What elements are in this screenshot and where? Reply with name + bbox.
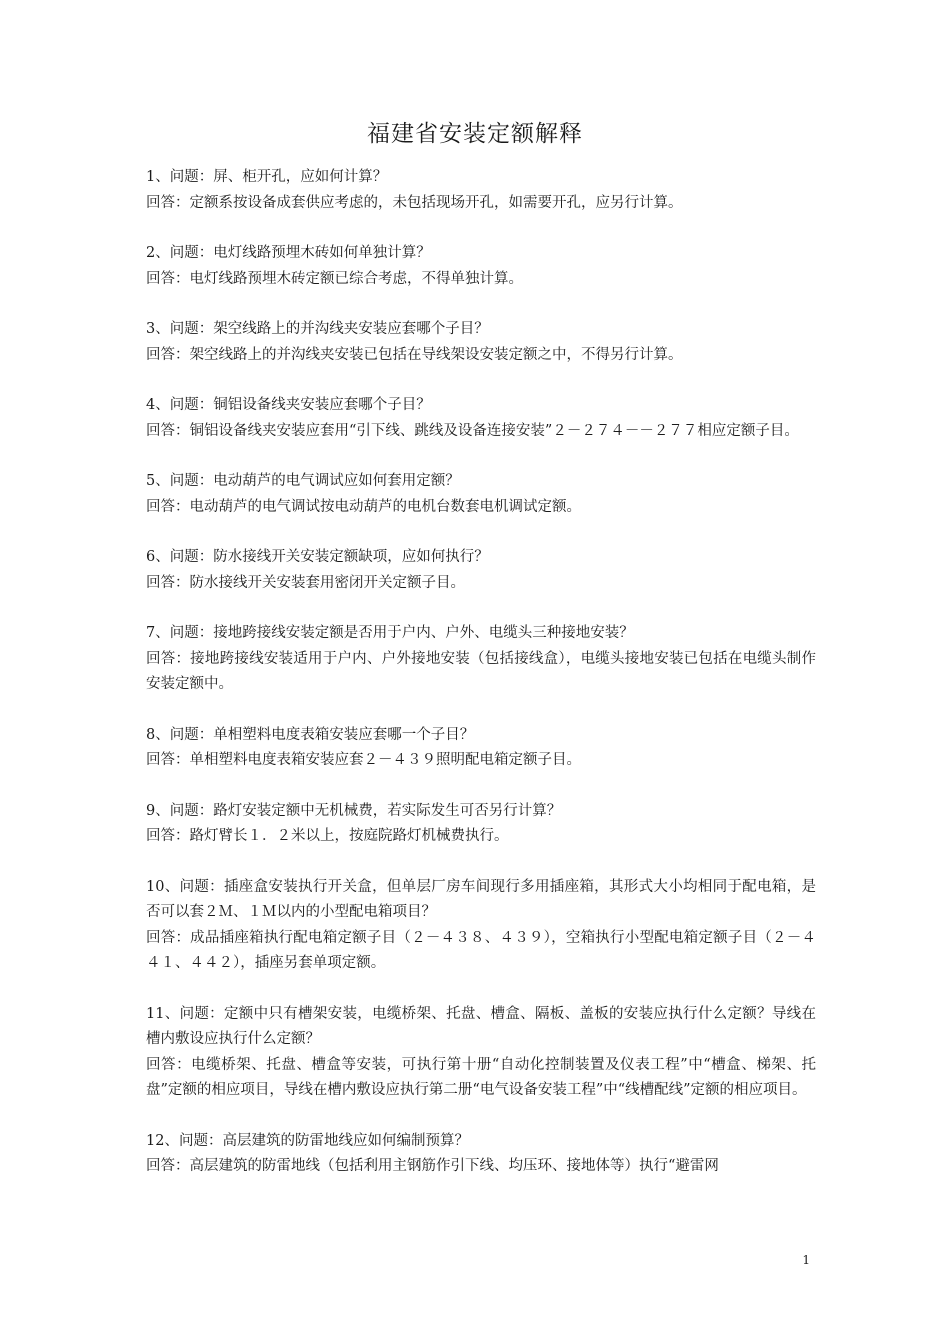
document-title: 福建省安装定额解释: [367, 121, 583, 147]
qa-item: [146, 393, 816, 444]
answer-text: 回答：路灯臂长１．２米以上，按庭院路灯机械费执行。: [146, 828, 509, 844]
qa-item: [146, 317, 816, 368]
qa-item: [146, 545, 816, 596]
answer-text: 回答：高层建筑的防雷地线（包括利用主钢筋作引下线、均压环、接地体等）执行“避雷网: [146, 1158, 719, 1174]
qa-item: [146, 723, 816, 774]
question-text: 10、问题：插座盒安装执行开关盒，但单层厂房车间现行多用插座箱，其形式大小均相同于配电箱，是否可以套２Ｍ、１Ｍ以内的小型配电箱项目？: [146, 878, 816, 920]
answer-text: 回答：架空线路上的并沟线夹安装已包括在导线架设安装定额之中，不得另行计算。: [146, 346, 683, 363]
page-number: 1: [802, 1253, 810, 1267]
answer-text: 回答：防水接线开关安装套用密闭开关定额子目。: [146, 574, 465, 591]
qa-item: [146, 799, 816, 850]
answer-text: 回答：电缆桥架、托盘、槽盒等安装，可执行第十册“自动化控制装置及仪表工程”中“槽盒、梯架、托盘”定额的相应项目，导线在槽内敷设应执行第二册“电气设备安装工程”中“线槽配线”定额的相应项目。: [146, 1056, 816, 1098]
question-text: 3、问题：架空线路上的并沟线夹安装应套哪个子目？: [146, 321, 489, 337]
question-text: 1、问题：屏、柜开孔，应如何计算？: [146, 169, 388, 185]
question-text: 2、问题：电灯线路预埋木砖如何单独计算？: [146, 245, 431, 261]
question-text: 7、问题：接地跨接线安装定额是否用于户内、户外、电缆头三种接地安装？: [146, 625, 634, 641]
qa-item: [146, 241, 816, 292]
qa-item: [146, 875, 816, 977]
answer-text: 回答：电动葫芦的电气调试按电动葫芦的电机台数套电机调试定额。: [146, 498, 581, 515]
question-text: 8、问题：单相塑料电度表箱安装应套哪一个子目？: [146, 726, 475, 743]
question-text: 9、问题：路灯安装定额中无机械费，若实际发生可否另行计算？: [146, 802, 562, 819]
qa-list: [146, 165, 816, 1205]
qa-item: [146, 469, 816, 520]
qa-item: [146, 621, 816, 698]
question-text: 4、问题：铜铝设备线夹安装应套哪个子目？: [146, 397, 431, 413]
answer-text: 回答：接地跨接线安装适用于户内、户外接地安装（包括接线盒），电缆头接地安装已包括在电缆头制作安装定额中。: [146, 650, 816, 692]
answer-text: 回答：单相塑料电度表箱安装应套２－４３９照明配电箱定额子目。: [146, 752, 581, 768]
question-text: 12、问题：高层建筑的防雷地线应如何编制预算？: [146, 1132, 469, 1149]
question-text: 6、问题：防水接线开关安装定额缺项，应如何执行？: [146, 549, 489, 565]
answer-text: 回答：定额系按设备成套供应考虑的，未包括现场开孔，如需要开孔，应另行计算。: [146, 194, 683, 211]
qa-item: [146, 1129, 816, 1180]
answer-text: 回答：铜铝设备线夹安装应套用“引下线、跳线及设备连接安装”２－２７４－－２７７相应定额子目。: [146, 422, 799, 439]
qa-item: [146, 1002, 816, 1104]
qa-item: [146, 165, 816, 216]
question-text: 11、问题：定额中只有槽架安装，电缆桥架、托盘、槽盒、隔板、盖板的安装应执行什么定额？导线在槽内敷设应执行什么定额？: [146, 1005, 816, 1047]
answer-text: 回答：电灯线路预埋木砖定额已综合考虑，不得单独计算。: [146, 270, 523, 287]
question-text: 5、问题：电动葫芦的电气调试应如何套用定额？: [146, 473, 460, 489]
answer-text: 回答：成品插座箱执行配电箱定额子目（２－４３８、４３９），空箱执行小型配电箱定额子目（２－４４１、４４２），插座另套单项定额。: [146, 929, 816, 971]
